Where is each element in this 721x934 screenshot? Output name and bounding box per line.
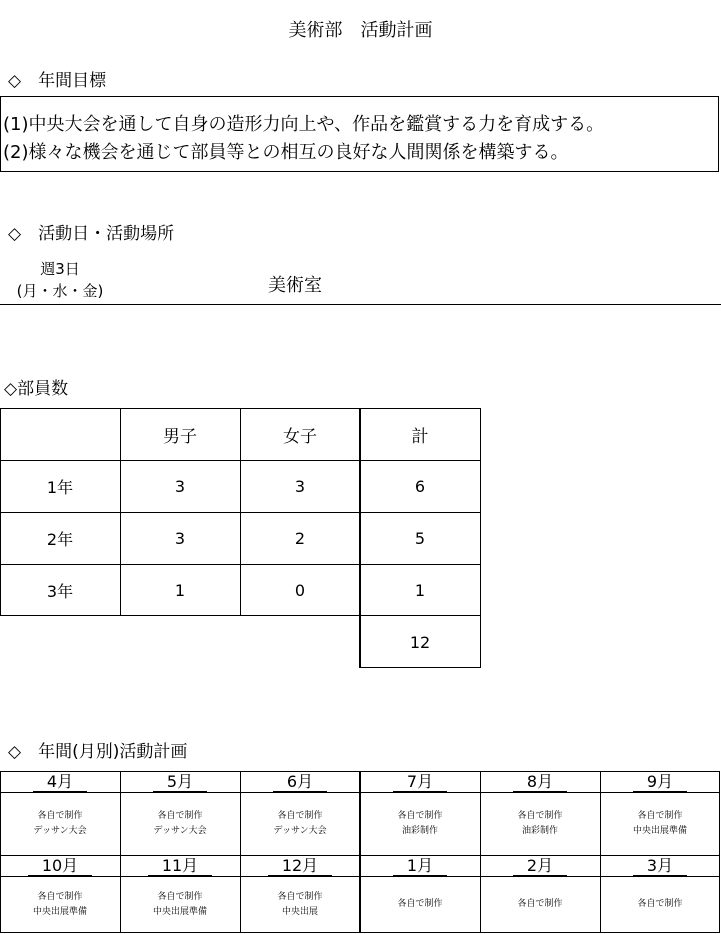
col-header-boys: 男子 xyxy=(163,426,197,447)
members-table xyxy=(0,408,481,668)
activity-line: デッサン大会 xyxy=(273,826,327,836)
cell-boys: 3 xyxy=(174,476,186,496)
activity-cell xyxy=(360,877,480,932)
month-cell-jan xyxy=(360,856,480,876)
activity-cell xyxy=(0,793,120,855)
activity-line: デッサン大会 xyxy=(153,826,207,836)
activity-line: 中央出展準備 xyxy=(32,906,87,917)
goal-line-1: (1)中央大会を通して自身の造形力向上や、作品を鑑賞する力を育成する。 xyxy=(3,114,605,135)
activity-days-count: 週3日 xyxy=(40,260,80,278)
activity-line: 各自で制作 xyxy=(397,899,443,909)
activity-line: 中央出展準備 xyxy=(152,906,207,917)
month-cell-mar xyxy=(600,856,720,876)
cell-total: 1 xyxy=(414,580,426,600)
month-label: 4月 xyxy=(33,773,87,792)
activity-line: 各自で制作 xyxy=(277,811,323,821)
activity-line: 各自で制作 xyxy=(397,811,443,821)
month-cell-feb xyxy=(480,856,600,876)
month-label: 6月 xyxy=(273,773,327,792)
month-cell-jul xyxy=(360,772,480,792)
month-label: 7月 xyxy=(393,773,447,792)
activity-line: 各自で制作 xyxy=(37,891,83,902)
row-grade: 1年 xyxy=(46,477,74,497)
goal-line-2: (2)様々な機会を通じて部員等との相互の良好な人間関係を構築する。 xyxy=(3,142,569,163)
plan-heading: ◇ 年間(月別)活動計画 xyxy=(8,742,188,762)
section-divider xyxy=(0,304,721,305)
activity-line: 各自で制作 xyxy=(37,811,83,821)
activity-line: 油彩制作 xyxy=(521,826,558,836)
activity-cell xyxy=(600,793,720,855)
col-header-girls: 女子 xyxy=(283,426,317,447)
activity-line: 油彩制作 xyxy=(401,826,438,836)
month-label: 1月 xyxy=(393,857,447,876)
activity-place: 美術室 xyxy=(268,275,322,296)
month-cell-nov xyxy=(120,856,240,876)
monthly-plan-table xyxy=(0,771,720,933)
cell-boys: 3 xyxy=(174,528,186,548)
cell-girls: 3 xyxy=(294,476,306,496)
month-label: 10月 xyxy=(28,857,92,876)
month-label: 12月 xyxy=(268,857,332,876)
activity-heading: ◇ 活動日・活動場所 xyxy=(8,224,175,244)
activity-line: デッサン大会 xyxy=(33,826,87,836)
activity-line: 各自で制作 xyxy=(517,899,563,909)
month-label: 8月 xyxy=(513,773,567,792)
activity-cell xyxy=(480,793,600,855)
activity-line: 各自で制作 xyxy=(517,811,563,821)
activity-line: 各自で制作 xyxy=(157,811,203,821)
cell-total: 6 xyxy=(414,476,426,496)
cell-boys: 1 xyxy=(174,580,186,600)
goals-heading: ◇ 年間目標 xyxy=(8,71,107,91)
month-cell-aug xyxy=(480,772,600,792)
col-header-total: 計 xyxy=(411,426,429,447)
month-cell-sep xyxy=(600,772,720,792)
cell-girls: 2 xyxy=(294,528,306,548)
activity-line: 中央出展準備 xyxy=(632,826,687,836)
activity-line: 各自で制作 xyxy=(157,891,203,902)
activity-days-list: (月・水・金) xyxy=(16,282,104,300)
month-cell-jun xyxy=(240,772,360,792)
month-label: 3月 xyxy=(633,857,687,876)
cell-girls: 0 xyxy=(294,580,306,600)
goals-box xyxy=(0,96,719,172)
activity-cell xyxy=(0,877,120,932)
month-cell-dec xyxy=(240,856,360,876)
activity-cell xyxy=(120,793,240,855)
activity-cell xyxy=(480,877,600,932)
activity-line: 中央出展 xyxy=(281,906,318,917)
month-label: 9月 xyxy=(633,773,687,792)
activity-cell xyxy=(600,877,720,932)
activity-days xyxy=(0,258,120,302)
month-label: 11月 xyxy=(148,857,212,876)
month-cell-may xyxy=(120,772,240,792)
month-cell-apr xyxy=(0,772,120,792)
activity-line: 各自で制作 xyxy=(637,899,683,909)
row-grade: 3年 xyxy=(46,581,74,601)
month-label: 2月 xyxy=(513,857,567,876)
activity-cell xyxy=(120,877,240,932)
row-grade: 2年 xyxy=(46,529,74,549)
month-label: 5月 xyxy=(153,773,207,792)
grand-total: 12 xyxy=(409,632,431,652)
activity-line: 各自で制作 xyxy=(277,891,323,902)
page-title: 美術部 活動計画 xyxy=(288,20,433,41)
activity-line: 各自で制作 xyxy=(637,811,683,821)
cell-total: 5 xyxy=(414,528,426,548)
members-heading: ◇部員数 xyxy=(4,379,69,399)
month-cell-oct xyxy=(0,856,120,876)
activity-cell xyxy=(240,877,360,932)
activity-cell xyxy=(240,793,360,855)
activity-cell xyxy=(360,793,480,855)
